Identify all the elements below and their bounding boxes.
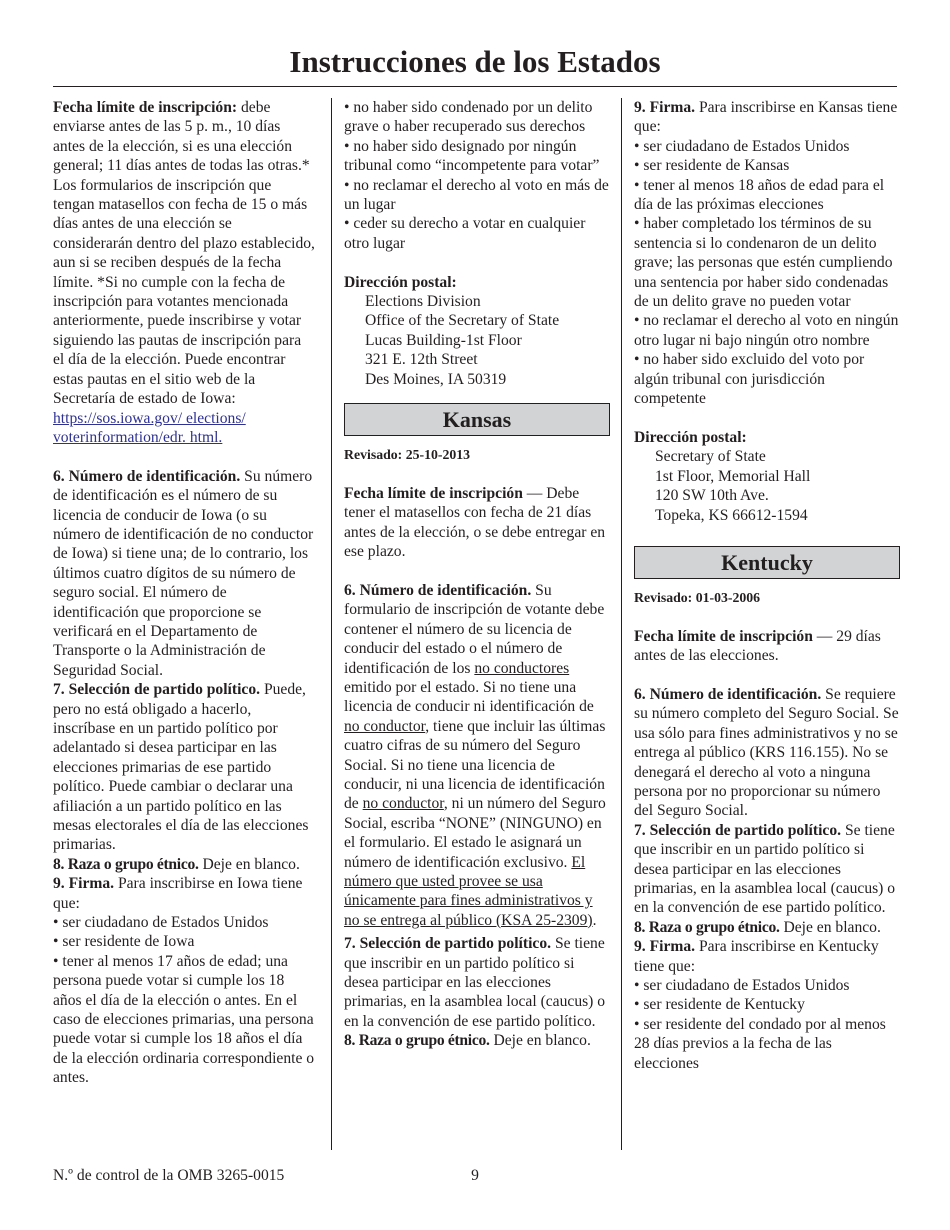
column-1 (53, 98, 315, 1088)
kentucky-deadline: Fecha límite de inscripción — 29 días antes de las elecciones. (634, 627, 881, 665)
iowa-mail-label: Dirección postal: (344, 273, 457, 291)
address-line: 1st Floor, Memorial Hall (655, 467, 811, 485)
list-item: • ser ciudadano de Estados Unidos (53, 914, 269, 932)
list-item: • ser residente de Kansas (634, 157, 790, 175)
address-line: Elections Division (365, 293, 481, 311)
party-label: 7. Selección de partido político. (53, 681, 261, 699)
list-item: • no haber sido designado por ningún tribunal como “incompetente para votar” (344, 137, 600, 175)
address-line: Des Moines, IA 50319 (365, 370, 507, 388)
address-line: Topeka, KS 66612-1594 (655, 506, 808, 524)
iowa-edr-link[interactable]: https://sos.iowa.gov/ elections/ voterinformation/edr. html. (53, 409, 246, 446)
party-text: Puede, pero no está obligado a hacerlo, inscríbase en un partido político por adelantado si desea participar en las elecciones primarias de ese partido político. Puede cambiar o declarar una afiliación a un partido político en las mesas electorales el día de las elecciones primarias. (53, 681, 309, 854)
column-divider-2 (621, 98, 622, 1150)
kentucky-id-number: 6. Número de identificación. Se requiere su número completo del Seguro Social. Se usa sólo para fines administrativos y no se entrega al público (KRS 116.155). No se denegará el derecho al voto a ninguna persona por no proporcionar su número del Seguro Social. (634, 685, 899, 820)
kansas-race: 8. Raza o grupo étnico. Deje en blanco. (344, 1032, 591, 1050)
iowa-id-number (53, 467, 315, 680)
kansas-deadline: Fecha límite de inscripción — Debe tener el matasellos con fecha de 21 días antes de la elección, o se debe entregar en ese plazo. (344, 484, 606, 561)
column-3 (634, 98, 900, 1073)
list-item: • tener al menos 18 años de edad para el día de las próximas elecciones (634, 176, 885, 214)
iowa-mailing-address (344, 292, 610, 389)
id-label: 6. Número de identificación. (53, 467, 241, 485)
kansas-mailing-address (634, 447, 900, 525)
kentucky-revised: Revisado: 01-03-2006 (634, 589, 761, 605)
list-item: • ceder su derecho a votar en cualquier otro lugar (344, 215, 586, 252)
iowa-deadline (53, 98, 315, 447)
deadline-label: Fecha límite de inscripción: (53, 99, 238, 116)
kansas-revised: Revisado: 25-10-2013 (344, 447, 471, 463)
deadline-text: debe enviarse antes de las 5 p. m., 10 días antes de la elección, si es una elección general; 11 días antes de todas las otras.* Los formularios de inscripción que tengan matasellos con fecha de 15 o más días antes de una elección se considerarán dentro del plazo establecido, aun si se reciben después de la fecha límite. *Si no cumple con la fecha de inscripción para votantes mencionada anteriormente, puede inscribirse y votar siguiendo las pautas de inscripción para el día de la elección. Puede encontrar estas pautas en el sitio web de la Secretaría de estado de Iowa: (53, 99, 315, 408)
kentucky-party: 7. Selección de partido político. Se tiene que inscribir en un partido político si desea participar en las elecciones primarias, en la asamblea local (caucus) o en la convención de ese partido político. (634, 821, 896, 917)
iowa-race (53, 855, 315, 874)
list-item: • haber completado los términos de su sentencia si lo condenaron de un delito grave; las personas que estén cumpliendo una sentencia por haber sido condenadas de un delito grave no pueden votar (634, 215, 893, 311)
list-item: • ser ciudadano de Estados Unidos (634, 137, 850, 155)
address-line: Office of the Secretary of State (365, 312, 560, 330)
page-number: 9 (471, 1167, 479, 1184)
list-item: • ser residente de Kentucky (634, 996, 805, 1014)
race-text: Deje en blanco. (198, 855, 300, 873)
iowa-signature (53, 874, 315, 913)
address-line: 321 E. 12th Street (365, 351, 478, 369)
signature-label: 9. Firma. (53, 875, 115, 893)
kentucky-heading: Kentucky (634, 546, 900, 579)
address-line: 120 SW 10th Ave. (655, 487, 769, 505)
list-item: • tener al menos 17 años de edad; una persona puede votar si cumple los 18 años el día de la elección o antes. En el caso de elecciones primarias, una persona puede votar si cumple los 18 años el día de la elección ordinaria correspondiente o antes. (53, 952, 315, 1087)
list-item: • no haber sido excluido del voto por algún tribunal con jurisdicción competente (634, 351, 865, 408)
list-item: • no reclamar el derecho al voto en más de un lugar (344, 176, 609, 214)
address-line: Secretary of State (655, 448, 766, 466)
kentucky-signature: 9. Firma. Para inscribirse en Kentucky tiene que: (634, 938, 879, 975)
omb-control-number: N.º de control de la OMB 3265-0015 (53, 1167, 285, 1184)
kansas-party: 7. Selección de partido político. Se tiene que inscribir en un partido político si desea participar en las elecciones primarias, en la asamblea local (caucus) o en la convención de ese partido político. (344, 935, 606, 1030)
list-item: • ser ciudadano de Estados Unidos (634, 977, 850, 995)
title-rule (53, 86, 897, 87)
kentucky-race: 8. Raza o grupo étnico. Deje en blanco. (634, 918, 881, 936)
iowa-party (53, 680, 315, 855)
kansas-heading: Kansas (344, 403, 610, 436)
kansas-mail-label: Dirección postal: (634, 428, 747, 446)
list-item: • no haber sido condenado por un delito grave o haber recuperado sus derechos (344, 99, 593, 136)
address-line: Lucas Building-1st Floor (365, 331, 522, 349)
column-divider-1 (331, 98, 332, 1150)
column-2 (344, 98, 610, 1051)
id-text: Su número de identificación es el número de su licencia de conducir de Iowa (o su número de identificación de no conductor de Iowa) si tiene una; de lo contrario, los últimos cuatro dígitos de su número de seguro social. El número de identificación que proporcione se verificará en el Departamento de Transporte o la Administración de Seguridad Social. (53, 467, 314, 679)
list-item: • ser residente del condado por al menos 28 días previos a la fecha de las elecciones (634, 1015, 886, 1072)
kansas-id-number: 6. Número de identificación. Su formulario de inscripción de votante debe contener el número de su licencia de conducir del estado o el número de identificación de los no conductores emitido por el estado. Si no tiene una licencia de conducir ni identificación de no conductor, tiene que incluir las últimas cuatro cifras de su número del Seguro Social. Si no tiene una licencia de conducir, ni una licencia de identificación de no conductor, ni un número del Seguro Social, escriba “NONE” (NINGUNO) en el formulario. El estado le asignará un número de identificación exclusivo. El número que usted provee se usa únicamente para fines administrativos y no se entrega al público (KSA 25-2309). (344, 581, 606, 929)
race-label: 8. Raza o grupo étnico. (53, 855, 199, 873)
signature-text: Para inscribirse en Iowa tiene que: (53, 875, 303, 912)
kansas-signature: 9. Firma. Para inscribirse en Kansas tiene que: (634, 99, 898, 136)
list-item: • no reclamar el derecho al voto en ningún otro lugar ni bajo ningún otro nombre (634, 312, 899, 349)
list-item: • ser residente de Iowa (53, 933, 195, 951)
page-title: Instrucciones de los Estados (289, 44, 661, 79)
